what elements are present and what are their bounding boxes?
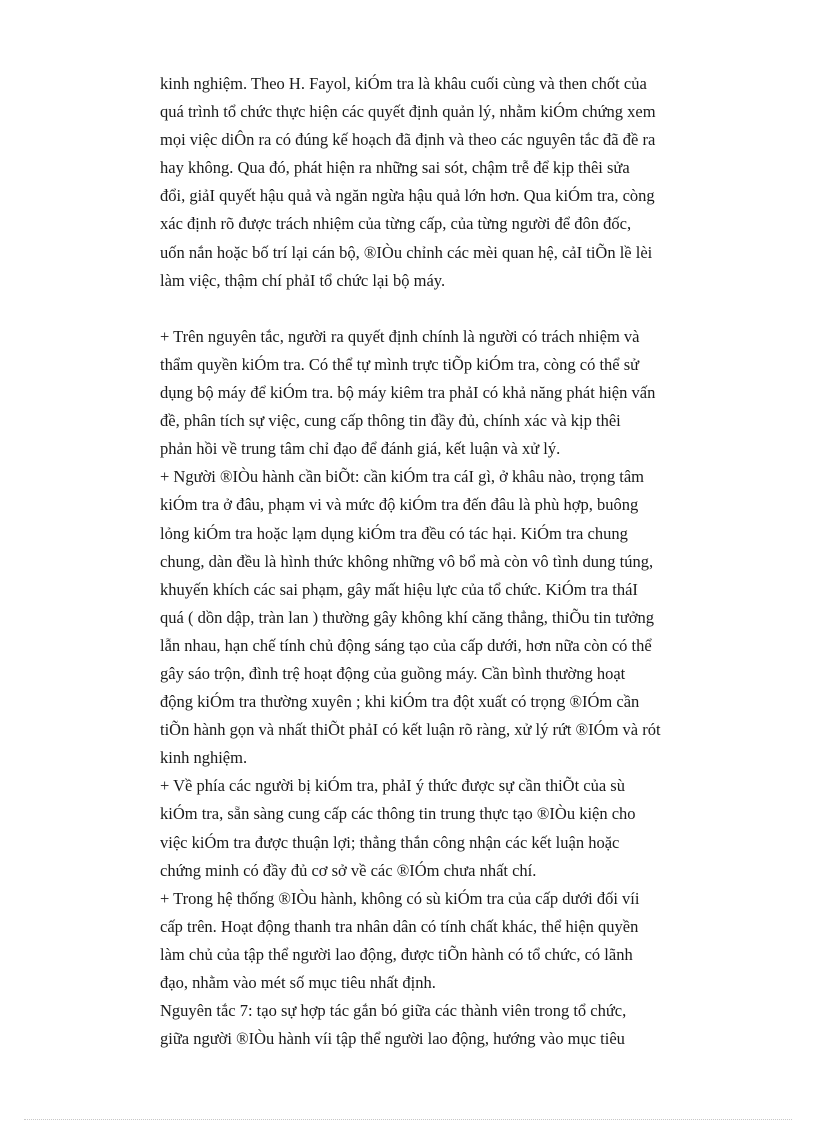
text-line: quá ( dồn dập, tràn lan ) thường gây không khí căng thẳng, thiÕu tin tưởng [160,607,655,627]
text-line: kinh nghiệm. [160,748,248,768]
text-line: kiÓm tra, sẵn sàng cung cấp các thông tin trung thực tạo ®IÒu kiện cho [160,804,636,824]
text-line: đạo, nhằm vào mét số mục tiêu nhất định. [160,973,436,992]
text-line: dụng bộ máy để kiÓm tra. bộ máy kiêm tra phảI có khả năng phát hiện vấn [160,383,656,403]
text-line: + Trên nguyên tắc, người ra quyết định chính là người có trách nhiệm và [160,326,640,346]
text-line: thẩm quyền kiÓm tra. Có thể tự mình trực tiÕp kiÓm tra, còng có thể sử [160,354,640,374]
paragraph-fayol-control [160,70,750,295]
text-line: lẫn nhau, hạn chế tính chủ động sáng tạo của cấp dưới, hơn nữa còn có thể [160,635,652,655]
text-line: đổi, giảI quyết hậu quả và ngăn ngừa hậu quả lớn hơn. Qua kiÓm tra, còng [160,186,655,206]
text-line: tiÕn hành gọn và nhất thiÕt phảI có kết luận rõ ràng, xử lý rứt ®IÓm và rót [160,720,661,740]
text-line: cấp trên. Hoạt động thanh tra nhân dân có tính chất khác, thể hiện quyền [160,916,639,936]
text-line: động kiÓm tra thường xuyên ; khi kiÓm tra đột xuất có trọng ®IÓm cần [160,692,640,712]
text-line: + Về phía các người bị kiÓm tra, phảI ý thức được sự cần thiÕt của sù [160,776,625,796]
text-line: giữa người ®IÒu hành víi tập thể người lao động, hướng vào mục tiêu [160,1029,625,1049]
document-body [160,70,750,1053]
text-line: gây sáo trộn, đình trệ hoạt động của guồng máy. Cần bình thường hoạt [160,663,626,683]
page-bottom-divider [24,1119,792,1120]
text-line: kiÓm tra ở đâu, phạm vi và mức độ kiÓm tra đến đâu là phù hợp, buông [160,495,639,515]
text-line: kinh nghiệm. Theo H. Fayol, kiÓm tra là khâu cuối cùng và then chốt của [160,74,647,93]
text-line: xác định rõ được trách nhiệm của từng cấp, của từng người để đôn đốc, [160,214,632,234]
text-line: việc kiÓm tra được thuận lợi; thẳng thắn công nhận các kết luận hoặc [160,832,620,852]
paragraph-manager-needs [160,463,750,772]
text-line: chung, dàn đều là hình thức không những vô bổ mà còn vô tình dung túng, [160,551,654,571]
paragraph-principle-7 [160,997,750,1053]
paragraph-management-system [160,885,750,997]
text-line: khuyến khích các sai phạm, gây mất hiệu lực của tổ chức. KiÓm tra tháI [160,579,638,599]
text-line: lỏng kiÓm tra hoặc lạm dụng kiÓm tra đều có tác hại. KiÓm tra chung [160,523,628,543]
text-line: làm chủ của tập thể người lao động, được tiÕn hành có tổ chức, có lãnh [160,944,633,964]
text-line: mọi việc diÔn ra có đúng kế hoạch đã định và theo các nguyên tắc đã đề ra [160,130,656,150]
paragraph-decision-maker [160,323,750,463]
paragraph-spacer [160,295,750,323]
text-line: chứng minh có đầy đủ cơ sở về các ®IÓm chưa nhất chí. [160,860,537,880]
text-line: + Trong hệ thống ®IÒu hành, không có sù kiÓm tra của cấp dưới đối víi [160,888,640,908]
text-line: quá trình tổ chức thực hiện các quyết định quản lý, nhằm kiÓm chứng xem [160,102,656,122]
text-line: phản hồi về trung tâm chỉ đạo để đánh giá, kết luận và xử lý. [160,439,561,459]
text-line: hay không. Qua đó, phát hiện ra những sai sót, chậm trễ để kịp thêi sửa [160,158,630,178]
text-line: Nguyên tắc 7: tạo sự hợp tác gắn bó giữa các thành viên trong tổ chức, [160,1001,627,1021]
text-line: uốn nắn hoặc bố trí lại cán bộ, ®IÒu chỉnh các mèi quan hệ, cảI tiÕn lề lèi [160,242,653,262]
paragraph-inspected-party [160,772,750,884]
text-line: làm việc, thậm chí phảI tổ chức lại bộ máy. [160,270,446,290]
text-line: + Người ®IÒu hành cần biÕt: cần kiÓm tra cáI gì, ở khâu nào, trọng tâm [160,467,644,487]
text-line: đề, phân tích sự việc, cung cấp thông tin đầy đủ, chính xác và kịp thêi [160,411,621,431]
